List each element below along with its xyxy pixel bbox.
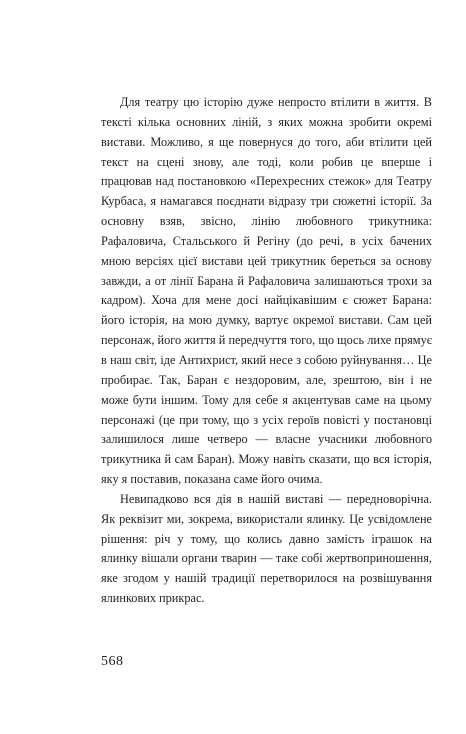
body-text — [101, 93, 432, 609]
paragraph-1: Для театру цю історію дуже непросто втілити в життя. В тексті кілька основних ліній, з яких можна зробити окремі вистави. Можливо, я ще повернуся до того, аби втілити цей текст на сцені знову, але тоді, коли робив це вперше і працював над постановкою «Перехресних стежок» для Театру Курбаса, я намагався поєднати відразу три сюжетні історії. За основну взяв, звісно, лінію любовного трикутника: Рафаловича, Стальського й Регіну (до речі, в усіх бачених мною версіях цієї вистави цей трикутник береться за основу завжди, а от лінії Барана й Рафаловича залишаються трохи за кадром). Хоча для мене досі найцікавішим є сюжет Барана: його історія, на мою думку, вартує окремої вистави. Сам цей персонаж, його життя й передчуття того, що щось лихе прямує в наш світ, іде Антихрист, який несе з собою руйнування… Це пробирає. Так, Баран є нездоровим, але, зрештою, він і не може бути іншим. Тому для себе я акцентував саме на цьому персонажі (це при тому, що з усіх героїв повісті у постановці залишилося лише четверо — власне учасники любовного трикутника й сам Баран). Можу навіть сказати, що вся історія, яку я поставив, показана саме його очима. — [101, 95, 432, 487]
paragraph-2: Невипадково вся дія в нашій виставі — передноворічна. Як реквізит ми, зокрема, використали ялинку. Це усвідомлене рішення: річ у тому, що колись давно замість іграшок на ялинку вішали органи тварин — таке собі жертвоприношення, яке згодом у нашій традиції перетворилося на розвішування ялинкових прикрас. — [101, 491, 432, 606]
page-number: 568 — [101, 654, 124, 669]
